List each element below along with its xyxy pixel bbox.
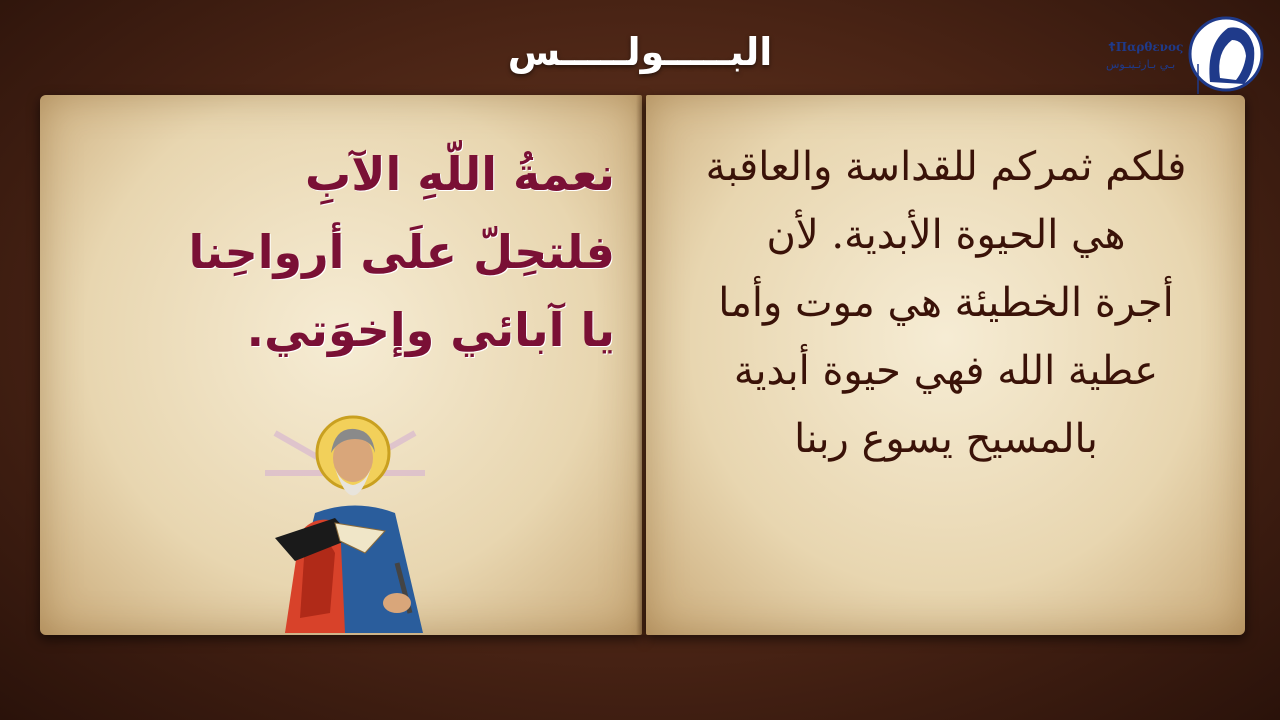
page-title: البـــــولـــــس [507, 30, 773, 74]
scripture-line: أجرة الخطيئة هي موت وأما [718, 280, 1174, 326]
blessing-line: يا آبائي وإخوَتي. [246, 303, 615, 357]
scripture-text [666, 133, 1226, 473]
parthenos-logo [1098, 14, 1268, 96]
scripture-line: بالمسيح يسوع ربنا [794, 416, 1098, 462]
logo-text-en: ☦Παρθενος [1108, 40, 1184, 54]
blessing-line: فلتحِلّ علَى أرواحِنا [188, 225, 615, 279]
blessing-text [60, 135, 615, 369]
left-page [40, 95, 642, 635]
scripture-line: فلكم ثمركم للقداسة والعاقبة [705, 144, 1187, 190]
blessing-line: نعمةُ اللّهِ الآبِ [305, 147, 615, 201]
logo-text-ar: بـي بـارثـينـوس [1106, 58, 1176, 71]
right-page [646, 95, 1245, 635]
scripture-line: هي الحيوة الأبدية. لأن [766, 212, 1126, 258]
open-book [40, 95, 1245, 635]
saint-paul-icon [245, 413, 445, 633]
scripture-line: عطية الله فهي حيوة أبدية [733, 348, 1159, 394]
